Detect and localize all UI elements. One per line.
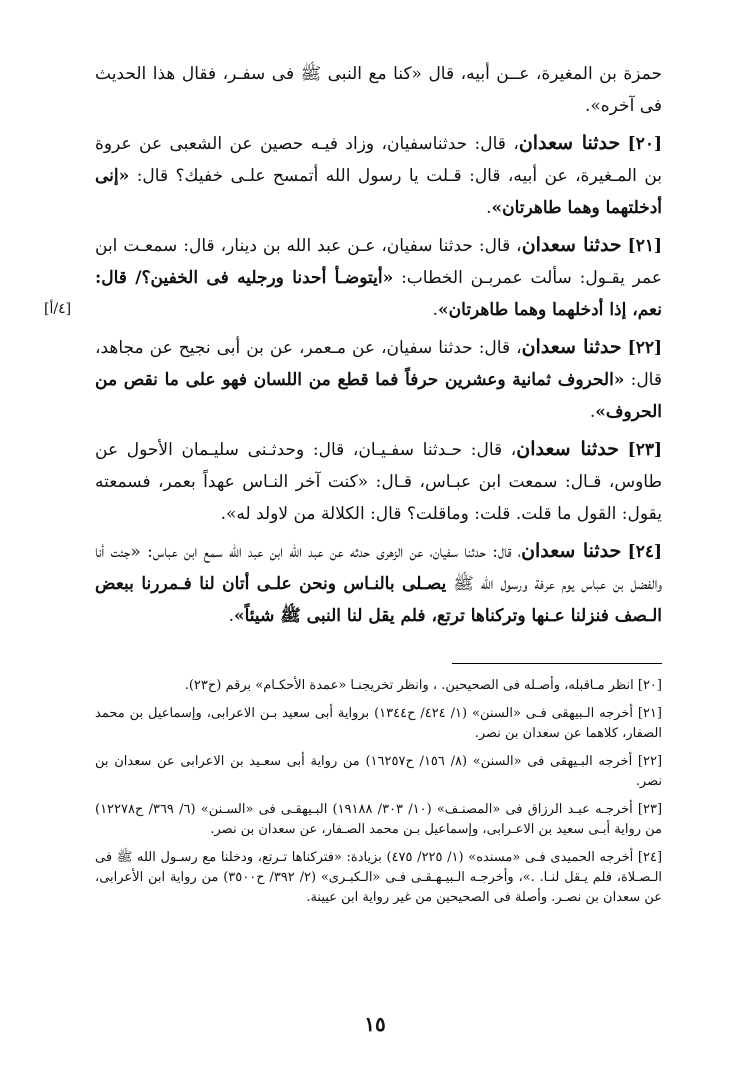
hadith-text: ، قال: حدثنا سفيان، عـن عبد الله بن دينار، قال: سمعـت ابن عمر يقـول: سألت عمربـن الخطاب: — [95, 236, 662, 288]
hadith-matn: «إنى أدخلتهما وهما طاهرتان» — [95, 166, 662, 218]
footnote-21: [٢١] أخرجه الـبيهقى فـى «السنن» (١/ ٤٢٤/ ح١٣٤٤) برواية أبى سعيد بـن الاعرابى، وإسماعيل بن محمد الصفار، كلاهما عن سعدان بن نصر. — [95, 706, 662, 741]
narrator-heading: حدثنا سعدان — [516, 438, 619, 460]
hadith-text: ، قال: حدثنا سفيان، عن مـعمر، عن بن أبى نجيح عن مجاهد، قال: — [95, 338, 662, 390]
hadith-number: [٢٣] — [627, 440, 662, 460]
hadith-number: [٢٢] — [627, 338, 662, 358]
footnote-divider — [452, 663, 662, 664]
narrator-heading: حدثنا سعدان — [521, 540, 622, 562]
hadith-22: [٢٢] حدثنا سعدان، قال: حدثنا سفيان، عن مـعمر، عن بن أبى نجيح عن مجاهد، قال: «الحروف ثمانية وعشرين حرفاً فما قطع من اللسان فهو على ما نقص من الحروف». — [95, 336, 662, 422]
hadith-21: [٢١] حدثنا سعدان، قال: حدثنا سفيان، عـن عبد الله بن دينار، قال: سمعـت ابن عمر يقـول: سألت عمربـن الخطاب: «أيتوضـأ أحدنا ورجليه فى الخفين؟/ قال: نعم، إذا أدخلهما وهما طاهرتان». — [95, 234, 663, 320]
hadith-number: [٢٠] — [627, 134, 663, 154]
narrator-heading: حدثنا سعدان — [521, 336, 622, 358]
hadith-20: [٢٠] حدثنا سعدان، قال: حدثناسفيان، وزاد فيـه حصين عن الشعبى عن عروة بن المـغيرة، عن أبيه، قال: قـلت يا رسول الله أتمسح علـى خفيك؟ قال: «إنى أدخلتهما وهما طاهرتان». — [95, 132, 663, 218]
hadith-text: ، قال: حـدثنا سفـيـان، قال: وحدثـنى سليـمان الأحول عن طاوس، قـال: سمعت ابن عبـاس، قـال: «كنت آخر النـاس عهداً بعمر، فسمعته يقول: القول ما قلت. قلت: وماقلت؟ قال: الكلالة من لاولد له» — [95, 440, 662, 524]
footnote-22: [٢٢] أخرجه البـيهقى فى «السنن» (٨/ ١٥٦/ ح١٦٢٥٧) من رواية أبى سعـيد بن الاعرابى عن سعدان بن نصر. — [95, 754, 663, 789]
intro-paragraph: حمزة بن المغيرة، عــن أبيه، قال «كنا مع النبى ﷺ فى سفـر، فقال هذا الحديث فى آخره». — [95, 64, 662, 116]
hadith-text: ، قال: حدثنا سفيان، عن الزهرى حدثه عن عبد الله ابن عبد الله سمع ابن عباس: «جئت أنا والفضل بن عباس يوم عرفة ورسول الله ﷺ — [95, 542, 663, 594]
page-number: ١٥ — [364, 1012, 386, 1036]
hadith-matn: يصـلى بالنـاس ونحن علـى أتان لنا فـمررنا ببعض الـصف فنزلنا عـنها وتركناها ترتع، فلم يقل لنا النبى ﷺ شيئاً» — [95, 574, 662, 626]
footnote-24: [٢٤] أخرجه الحميدى فـى «مسنده» (١/ ٢٢٥/ ٤٧٥) بزيادة: «فتركناها تـرتع، ودخلنا مع رسـول الله ﷺ فى الـصـلاة، فلم يـقل لنـا. .»، وأخرجـه الـبيـهـقـى فـى «الـكبـرى» (٢/ ٣٩٢/ ح٣٥٠٠) من رواية ابن الأعرابى، عن سعدان بن نصـر. وأصلة فى الصحيحين من غير رواية ابن عيينة. — [95, 850, 663, 905]
narrator-heading: حدثنا سعدان — [521, 234, 622, 256]
hadith-matn: «أيتوضـأ أحدنا ورجليه فى الخفين؟/ قال: نعم، إذا أدخلهما وهما طاهرتان» — [95, 268, 662, 320]
hadith-number: [٢١] — [627, 236, 663, 256]
hadith-matn: «الحروف ثمانية وعشرين حرفاً فما قطع من اللسان فهو على ما نقص من الحروف» — [95, 370, 662, 422]
manuscript-folio-marker: [٤/أ] — [44, 301, 72, 317]
footnote-20: [٢٠] انظر مـاقبله، وأصـله فى الصحيحين. ، وانظر تخريجنـا «عمدة الأحكـام» برقم (ح٢٣). — [184, 678, 662, 693]
hadith-23: [٢٣] حدثنا سعدان، قال: حـدثنا سفـيـان، قال: وحدثـنى سليـمان الأحول عن طاوس، قـال: سمعت ابن عبـاس، قـال: «كنت آخر النـاس عهداً بعمر، فسمعته يقول: القول ما قلت. قلت: وماقلت؟ قال: الكلالة من لاولد له». — [95, 438, 662, 524]
narrator-heading: حدثنا سعدان — [518, 132, 621, 154]
main-text — [95, 58, 662, 632]
hadith-text: ، قال: حدثناسفيان، وزاد فيـه حصين عن الشعبى عن عروة بن المـغيرة، عن أبيه، قال: قـلت يا رسول الله أتمسح علـى خفيك؟ قال: — [95, 134, 663, 186]
hadith-24: [٢٤] حدثنا سعدان، قال: حدثنا سفيان، عن الزهرى حدثه عن عبد الله ابن عبد الله سمع ابن عباس: «جئت أنا والفضل بن عباس يوم عرفة ورسول الله ﷺ يصـلى بالنـاس ونحن علـى أتان لنا فـمررنا ببعض الـصف فنزلنا عـنها وتركناها ترتع، فلم يقل لنا النبى ﷺ شيئاً». — [95, 540, 663, 626]
footnotes — [95, 676, 662, 916]
footnote-23: [٢٣] أخرجـه عبـد الرزاق فى «المصنـف» (١٠/ ٣٠٣/ ١٩١٨٨) البـيهقـى فى «السـنن» (٦/ ٣٦٩/ ح١٢٢٧٨) من رواية أبـى سعيد بن الاعـرابى، وإسماعيل بـن محمد الصـفار، عن سعدان بن نصر. — [95, 802, 663, 837]
hadith-number: [٢٤] — [627, 542, 663, 562]
